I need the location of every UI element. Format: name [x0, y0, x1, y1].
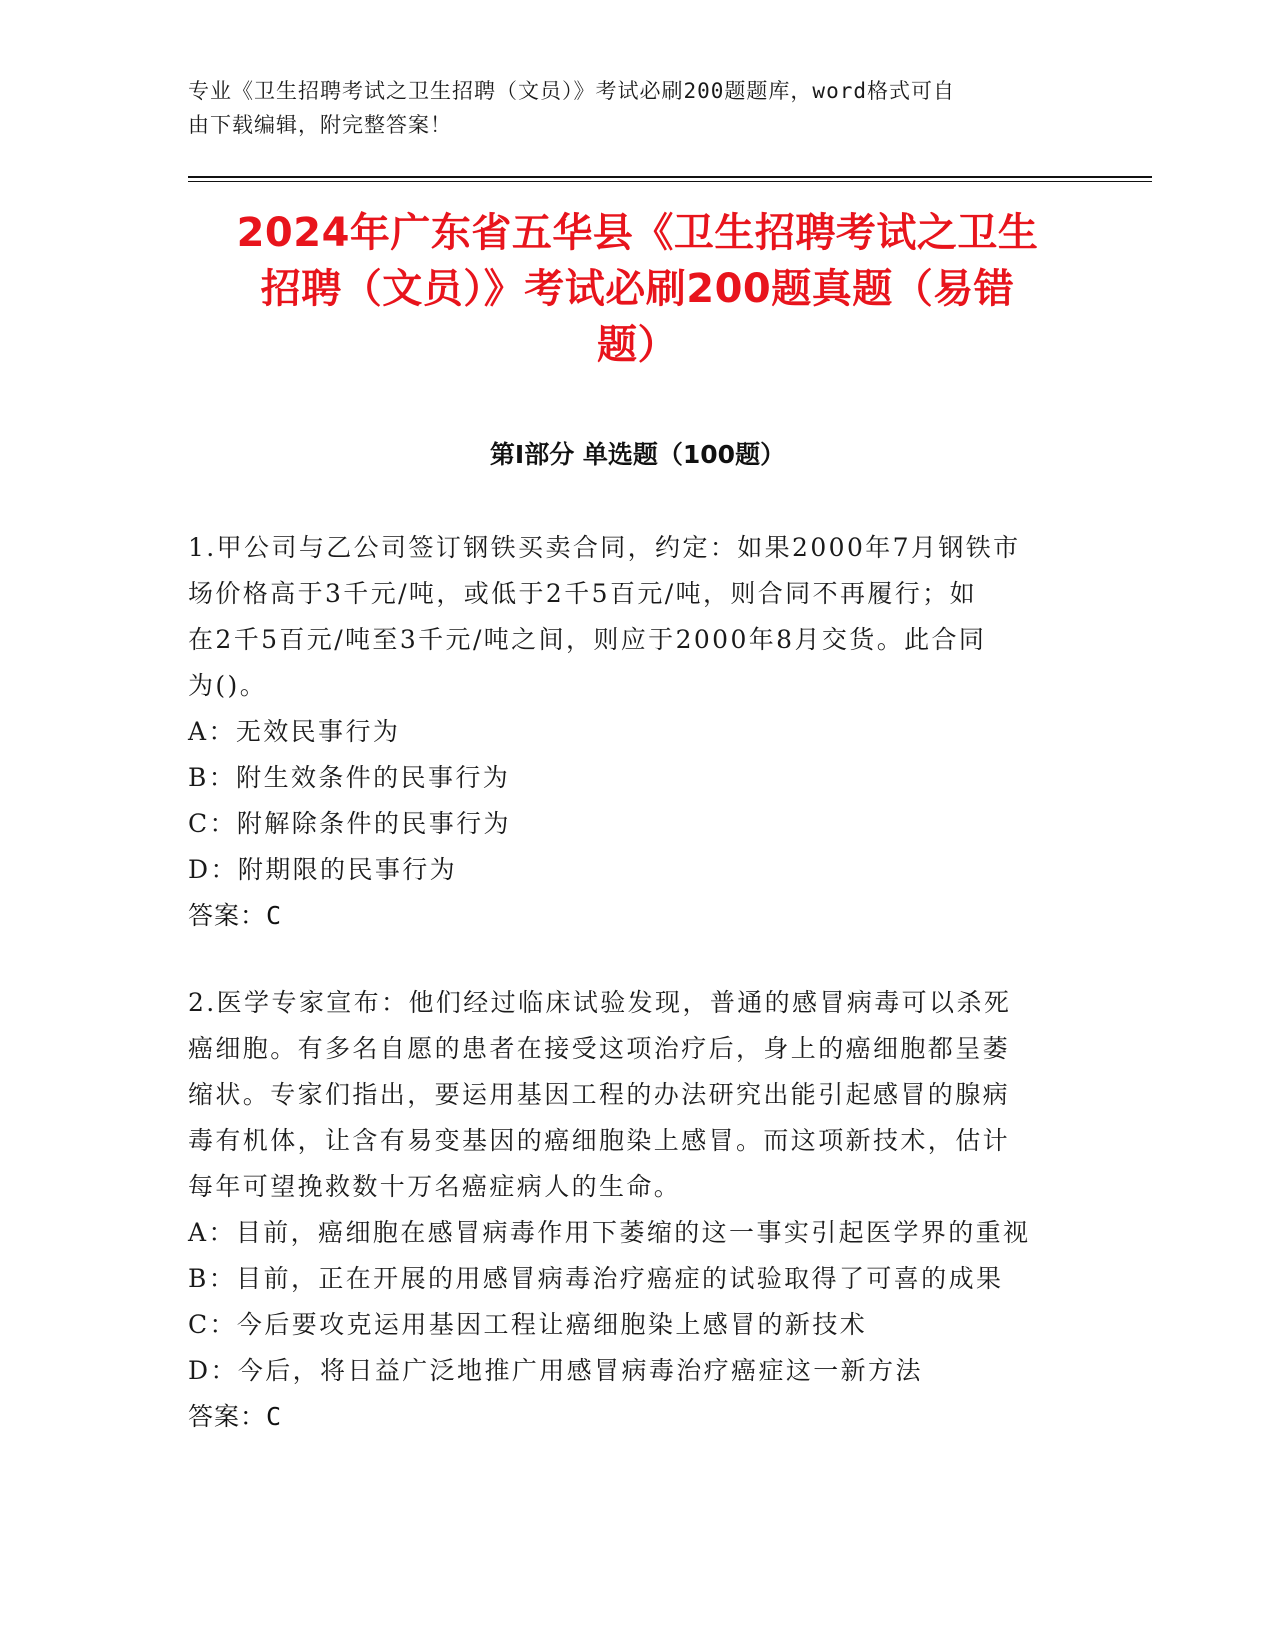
question-stem-line: 为()。 — [188, 671, 268, 700]
option-d: D：今后，将日益广泛地推广用感冒病毒治疗癌症这一新方法 — [188, 1356, 923, 1385]
answer-value: C — [266, 901, 283, 930]
question-stem — [188, 980, 1068, 1210]
question-stem — [188, 525, 1068, 709]
option-c: C：附解除条件的民事行为 — [188, 809, 511, 838]
header-divider-thick — [188, 176, 1152, 178]
question-stem-line: 场价格高于3千元/吨，或低于2千5百元/吨，则合同不再履行；如 — [188, 579, 977, 608]
option-b: B：目前，正在开展的用感冒病毒治疗癌症的试验取得了可喜的成果 — [188, 1264, 1004, 1293]
option-b: B：附生效条件的民事行为 — [188, 763, 511, 792]
option-a: A：目前，癌细胞在感冒病毒作用下萎缩的这一事实引起医学界的重视 — [188, 1218, 1031, 1247]
question-1 — [188, 525, 1068, 939]
document-title-line: 招聘（文员）》考试必刷200题真题（易错 — [260, 266, 1015, 312]
question-list — [188, 525, 1068, 1481]
header-note-line: 由下载编辑，附完整答案！ — [188, 113, 452, 137]
question-stem-line: 2.医学专家宣布：他们经过临床试验发现，普通的感冒病毒可以杀死 — [188, 988, 1012, 1017]
header-divider-thin — [188, 181, 1152, 182]
question-2 — [188, 980, 1068, 1440]
question-stem-line: 毒有机体，让含有易变基因的癌细胞染上感冒。而这项新技术，估计 — [188, 1126, 1011, 1155]
question-stem-line: 在2千5百元/吨至3千元/吨之间，则应于2000年8月交货。此合同 — [188, 625, 987, 654]
question-stem-line: 癌细胞。有多名自愿的患者在接受这项治疗后，身上的癌细胞都呈萎 — [188, 1034, 1011, 1063]
question-stem-line: 每年可望挽救数十万名癌症病人的生命。 — [188, 1172, 682, 1201]
answer-line — [188, 1394, 1068, 1440]
section-title: 第Ⅰ部分 单选题（100题） — [489, 440, 786, 469]
answer-value: C — [266, 1402, 283, 1431]
header-note-line: 专业《卫生招聘考试之卫生招聘（文员）》考试必刷200题题库，word格式可自 — [188, 79, 955, 103]
answer-line — [188, 893, 1068, 939]
option-c: C：今后要攻克运用基因工程让癌细胞染上感冒的新技术 — [188, 1310, 868, 1339]
document-title-line: 2024年广东省五华县《卫生招聘考试之卫生 — [236, 210, 1039, 256]
option-d: D：附期限的民事行为 — [188, 855, 458, 884]
option-a: A：无效民事行为 — [188, 717, 401, 746]
answer-label: 答案： — [188, 901, 267, 930]
answer-label: 答案： — [188, 1402, 267, 1431]
document-title — [160, 205, 1115, 373]
header-note — [188, 74, 1068, 142]
question-stem-line: 1.甲公司与乙公司签订钢铁买卖合同，约定：如果2000年7月钢铁市 — [188, 533, 1021, 562]
question-stem-line: 缩状。专家们指出，要运用基因工程的办法研究出能引起感冒的腺病 — [188, 1080, 1011, 1109]
document-title-line: 题） — [597, 322, 678, 368]
